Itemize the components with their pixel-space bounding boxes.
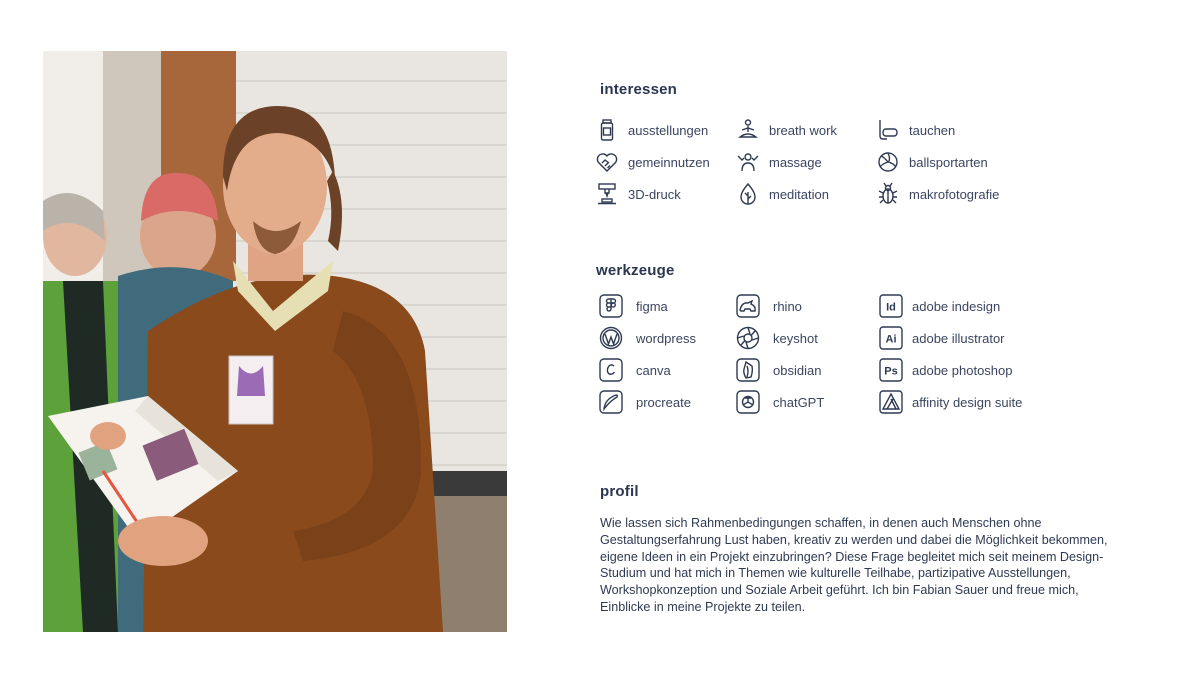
wordpress-icon (599, 326, 623, 350)
tool-item: keyshot (736, 325, 818, 351)
tool-item: canva (599, 357, 671, 383)
keyshot-icon (736, 326, 760, 350)
interest-item: breath work (736, 117, 837, 143)
interest-item: makrofotografie (876, 181, 999, 207)
tool-item: figma (599, 293, 668, 319)
3d-printer-icon (595, 182, 619, 206)
interest-item: gemeinnutzen (595, 149, 710, 175)
bottle-icon (595, 118, 619, 142)
tool-item: procreate (599, 389, 691, 415)
interest-item: meditation (736, 181, 829, 207)
interest-item: ausstellungen (595, 117, 708, 143)
snorkel-mask-icon (876, 118, 900, 142)
leaf-drop-icon (736, 182, 760, 206)
tool-item: Ai adobe illustrator (879, 325, 1005, 351)
profile-text: Wie lassen sich Rahmenbedingungen schaffen, in denen auch Menschen ohne Gestaltungserfahrung Lust haben, kreativ zu werden und dabei die Möglichkeit bekommen, eigene Ideen in ein Projekt einzubringen? Diese Frage begleitet mich seit meinem Design-Studium und hat mich in Themen wie kulturelle Teilhabe, partizipative Ausstellungen, Workshopkonzeption und Soziale Arbeit geführt. Ich bin Fabian Sauer und freue mich, Einblicke in meine Projekte zu teilen. (600, 516, 1108, 614)
interest-item: 3D-druck (595, 181, 681, 207)
tool-item: Id adobe indesign (879, 293, 1000, 319)
rhino-icon (736, 294, 760, 318)
interests-heading: interessen (600, 81, 678, 98)
interest-item: tauchen (876, 117, 955, 143)
tool-item: affinity design suite (879, 389, 1022, 415)
procreate-icon (599, 390, 623, 414)
tool-item: rhino (736, 293, 802, 319)
svg-text:Ai: Ai (885, 333, 897, 346)
volleyball-icon (876, 150, 900, 174)
meditating-person-icon (736, 118, 760, 142)
tool-item: wordpress (599, 325, 696, 351)
portrait-photo (43, 51, 507, 632)
adobe-illustrator-icon (879, 326, 903, 350)
tools-heading: werkzeuge (596, 262, 675, 279)
chatgpt-icon (736, 390, 760, 414)
adobe-indesign-icon (879, 294, 903, 318)
obsidian-icon (736, 358, 760, 382)
interest-item: massage (736, 149, 822, 175)
svg-text:Ps: Ps (884, 365, 898, 378)
beetle-icon (876, 182, 900, 206)
interest-item: ballsportarten (876, 149, 988, 175)
figma-icon (599, 294, 623, 318)
massage-hands-icon (736, 150, 760, 174)
profile-heading: profil (600, 483, 639, 500)
tool-item: obsidian (736, 357, 821, 383)
heart-handshake-icon (595, 150, 619, 174)
svg-text:Id: Id (886, 301, 896, 314)
adobe-photoshop-icon (879, 358, 903, 382)
canva-icon (599, 358, 623, 382)
affinity-icon (879, 390, 903, 414)
tool-item: chatGPT (736, 389, 824, 415)
tool-item: Ps adobe photoshop (879, 357, 1012, 383)
